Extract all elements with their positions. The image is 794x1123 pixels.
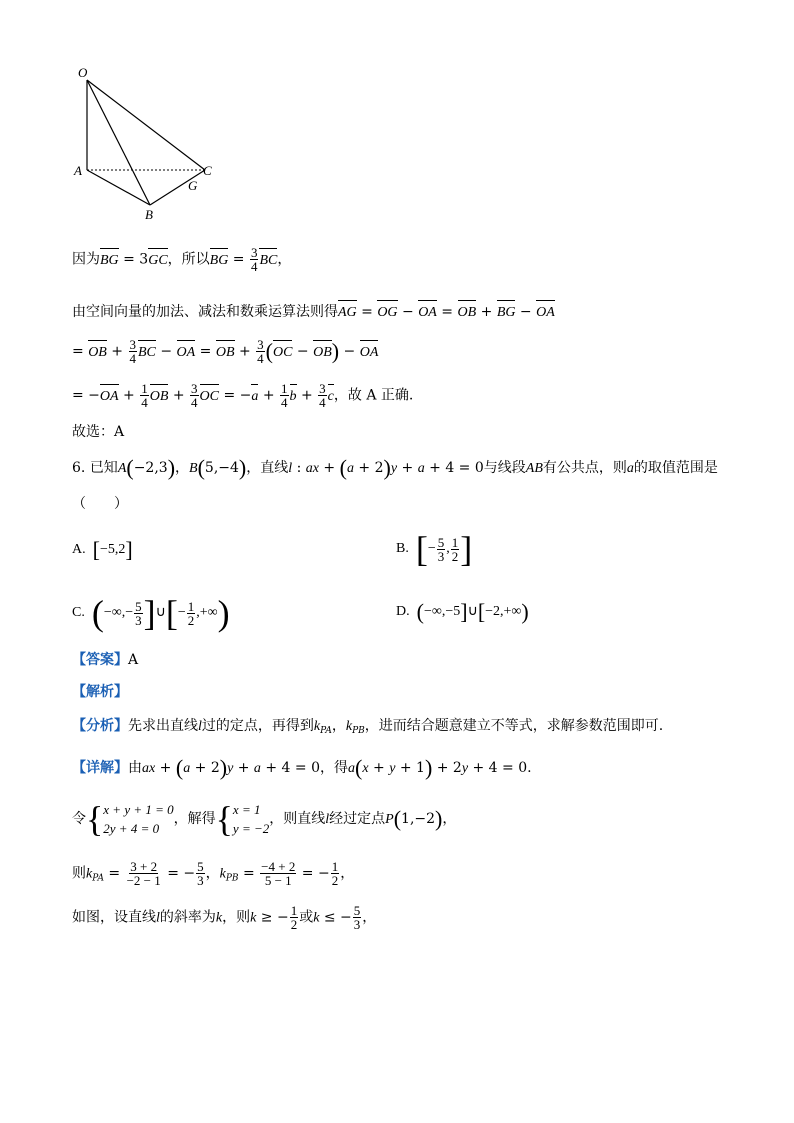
proof-line-step2: = OB + $\frac{3}{4}$ BC − OA = OB + $\frac{3}{4}$ (OC − OB) − OA — [72, 337, 379, 366]
option-C[interactable]: C. (−∞,− $\frac{5}{3}$ ]∪[− $\frac{1}{2}$ ,+∞) — [72, 593, 230, 633]
label-A: A — [74, 163, 82, 178]
option-A[interactable]: A. [−5,2] — [72, 537, 133, 562]
label-B: B — [145, 207, 153, 222]
edge-OC — [87, 80, 205, 170]
proof-line-rule: 由空间向量的加法、减法和数乘运算法则得AG = OG − OA = OB + BG − OA — [72, 302, 555, 323]
slope-line: 则$k_{PA}$ = $\frac{3 + 2}{-2 - 1}$ = − $\frac{5}{3}$ ，$k_{PB}$ = $\frac{-4 + 2}{5 - 1}$ = − $\frac{1}{2}$ ， — [72, 859, 355, 888]
label-C: C — [203, 163, 212, 178]
label-G: G — [188, 178, 198, 193]
edge-OB — [87, 80, 150, 205]
q6-stem: 6. 已知A(−2,3)，B(5,−4)，直线l : ax + (a + 2)y + a + 4 = 0与线段AB有公共点，则a的取值范围是 — [72, 455, 718, 480]
label-O: O — [78, 65, 88, 80]
fenxi-line: 【分析】先求出直线l过的定点，再得到$k_{PA}$，$k_{PB}$，进而结合题意建立不等式，求解参数范围即可. — [72, 718, 664, 736]
proof-line-step3: = −OA + $\frac{1}{4}$ OB + $\frac{3}{4}$ OC = −a + $\frac{1}{4}$ b + $\frac{3}{4}$ c，故 A 正确. — [72, 381, 414, 410]
ruti-line: 如图，设直线l的斜率为k，则k ≥ − $\frac{1}{2}$ 或k ≤ − $\frac{5}{3}$ ， — [72, 903, 377, 932]
xiangjie-line: 【详解】由ax + (a + 2)y + a + 4 = 0，得a(x + y + 1) + 2y + 4 = 0. — [72, 755, 532, 780]
option-B[interactable]: B. [− $\frac{5}{3}$ , $\frac{1}{2}$ ] — [396, 529, 473, 569]
answer-line: 【答案】A — [72, 652, 139, 668]
q6-paren: （ ） — [72, 496, 128, 512]
ling-line: 令{ x + y + 1 = 0 2y + 4 = 0 ，解得{ x = 1 y = −2 ，则直线l经过定点P(1,−2)， — [72, 799, 457, 839]
tetrahedron-figure — [60, 58, 230, 228]
proof-line-because: 因为BG = 3GC，所以BG = $\frac{3}{4}$ BC， — [72, 245, 292, 274]
analysis-tag: 【解析】 — [72, 684, 128, 700]
option-D[interactable]: D. (−∞,−5]∪[−2,+∞) — [396, 599, 529, 624]
proof-choose: 故选：A — [72, 424, 125, 440]
